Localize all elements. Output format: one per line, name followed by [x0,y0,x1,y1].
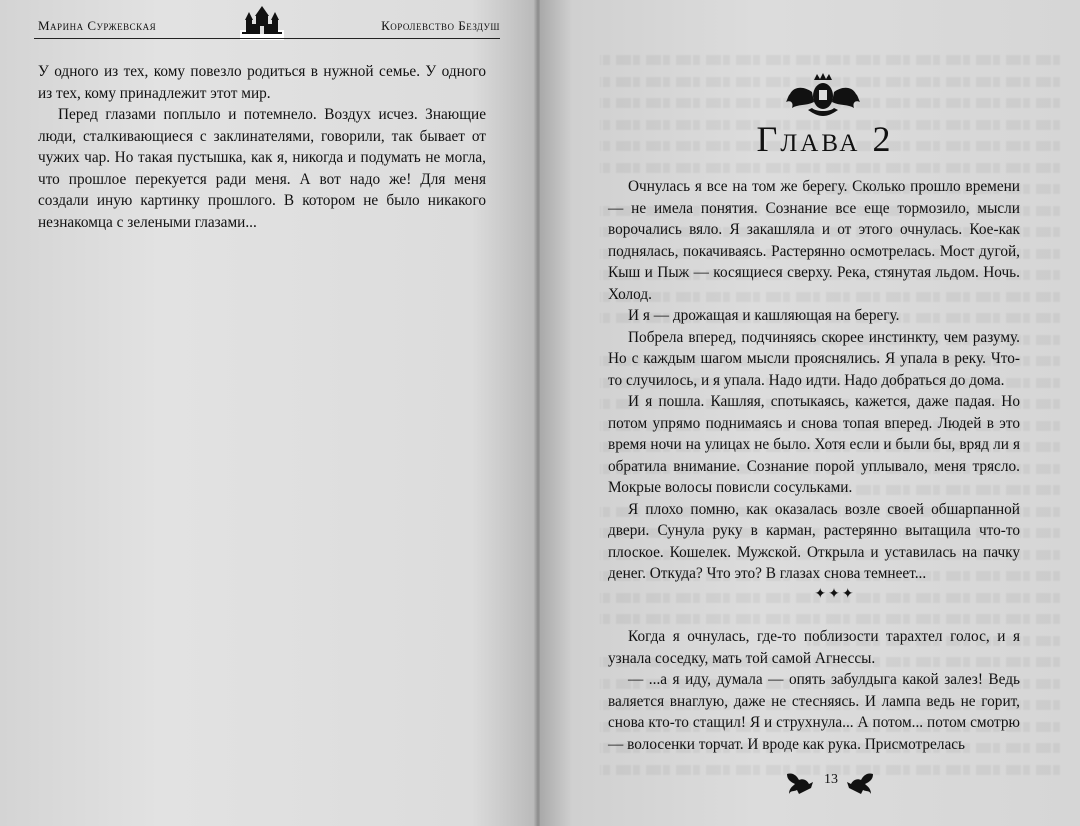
right-page-text-continued [608,626,1020,755]
bleed-line [600,163,1060,173]
page-number: 13 [824,772,838,787]
left-page-text [38,61,486,233]
paragraph: Когда я очнулась, где-то поблизости тарахтел голос, и я узнала соседку, мать той самой Агнессы. [608,628,1020,667]
folio [785,768,875,798]
running-head [34,14,500,42]
gryphon-icon [845,770,875,796]
paragraph: — ...а я иду, думала — опять забулдыга какой залез! Ведь валяется внаглую, даже не стесняясь. И лампа ведь не горит, снова кто-то стащил! Я и струхнула... А потом... потом смотрю — волосенки торчат. И вроде как рука. Присмотрелась [608,671,1020,753]
header-rule [34,38,500,39]
paragraph: Очнулась я все на том же берегу. Сколько прошло времени — не имела понятия. Сознание все еще тормозило, мысли ворочались вяло. Я закашляла и от этого очнулась. Кое-как поднялась, покачиваясь. Растерянно осмотрелась. Мост дугой, Кыш и Пыж — косящиеся сверху. Река, стянутая льдом. Ночь. Холод. [608,178,1020,303]
paragraph: Перед глазами поплыло и потемнело. Воздух исчез. Знающие люди, сталкивающиеся с заклинателями, говорили, так бывает от чужих чар. Но такая пустышка, как я, никогда и подумать не могла, что прошлое перекуется ради меня. А вот надо же! Для меня создали иную картинку прошлого. В котором не было никакого незнакомца с зелеными глазами... [38,106,486,231]
right-page-text [608,176,1020,585]
chapter-title: Глава 2 [756,119,894,159]
paragraph: У одного из тех, кому повезло родиться в нужной семье. У одного из тех, кому принадлежит этот мир. [38,63,486,102]
paragraph: И я пошла. Кашляя, спотыкаясь, кажется, даже падая. Но потом упрямо поднимаясь и снова топая вперед. Людей в это время ночи на улицах не было. Хотя если и были бы, вряд ли я обратила внимание. Сознание порой уплывало, меня трясло. Мокрые волосы повисли сосульками. [608,393,1020,496]
running-head-author: Марина Суржевская [38,18,157,33]
section-break: ✦✦✦ [814,587,856,602]
bleed-line [600,55,1060,65]
castle-icon [240,6,284,40]
bleed-line [600,614,1060,624]
gryphon-icon [785,770,815,796]
crown-with-lions-icon [784,72,862,118]
right-page [540,0,1080,826]
paragraph: Я плохо помню, как оказалась возле своей обшарпанной двери. Сунула руку в карман, растерянно вытащила что-то плоское. Кошелек. Мужской. Открыла и уставилась на пачку денег. Откуда? Что это? В глазах снова темнеет... [608,500,1020,582]
left-page [0,0,536,826]
paragraph: Побрела вперед, подчиняясь скорее инстинкту, чем разуму. Но с каждым шагом мысли прояснялись. Я упала в реку. Что-то случилось, и я упала. Надо идти. Надо добраться до дома. [608,328,1020,389]
paragraph: И я — дрожащая и кашляющая на берегу. [628,307,900,324]
running-head-book-title: Королевство Бездуш [381,18,500,33]
